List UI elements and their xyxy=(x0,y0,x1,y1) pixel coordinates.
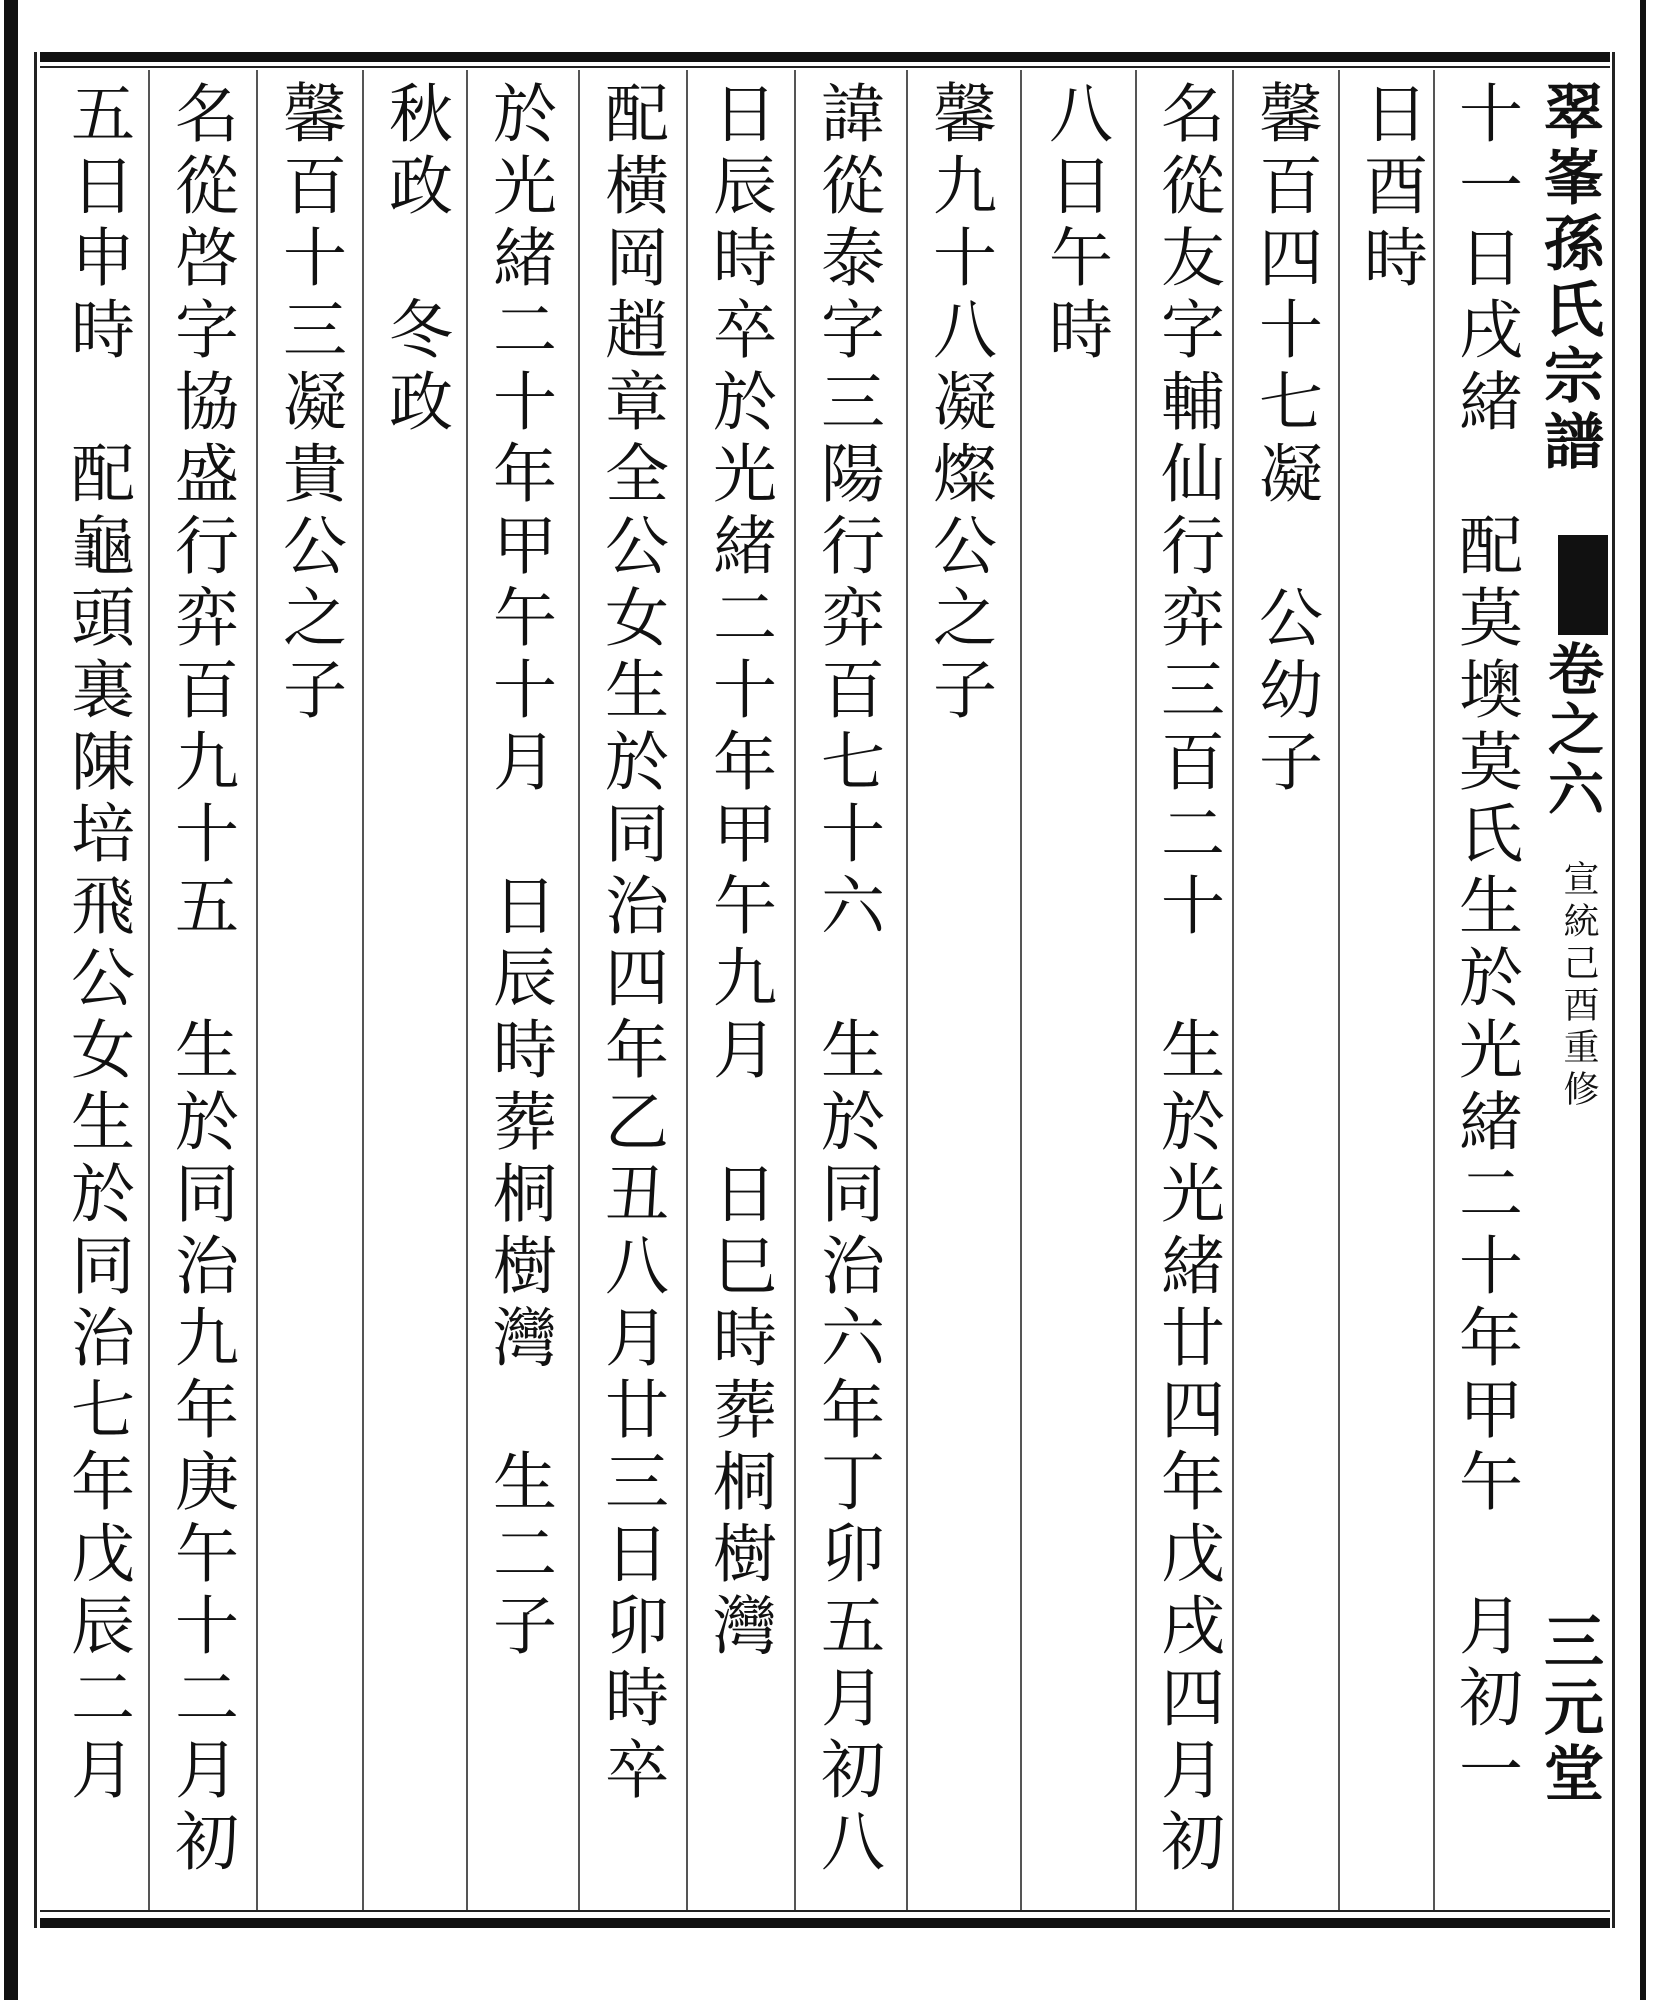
text-column: 日酉時 xyxy=(1353,80,1427,296)
text-column: 名從啓字協盛行弈百九十五 生於同治九年庚午十二月初 xyxy=(164,80,238,1880)
text-column: 八日午時 xyxy=(1038,80,1112,368)
edition-note: 宣統己酉重修 xyxy=(1558,860,1599,1112)
text-column: 馨百十三凝貴公之子 xyxy=(272,80,346,728)
text-column: 五日申時 配龜頭裏陳培飛公女生於同治七年戊辰二月 xyxy=(60,80,134,1808)
column-divider xyxy=(1135,70,1137,1910)
text-column: 十一日戌緒 配莫墺莫氏生於光緒二十年甲午 月初一 xyxy=(1448,80,1522,1808)
text-column: 馨百四十七凝 公幼子 xyxy=(1248,80,1322,800)
text-column: 配橫岡趙章全公女生於同治四年乙丑八月廿三日卯時卒 xyxy=(594,80,668,1808)
text-column: 諱從泰字三陽行弈百七十六 生於同治六年丁卯五月初八 xyxy=(810,80,884,1880)
column-divider xyxy=(1020,70,1022,1910)
column-divider xyxy=(686,70,688,1910)
column-divider xyxy=(148,70,150,1910)
volume-label: 卷之六 xyxy=(1539,640,1605,820)
text-column: 秋政 冬政 xyxy=(378,80,452,440)
text-column: 馨九十八凝燦公之子 xyxy=(922,80,996,728)
column-divider xyxy=(362,70,364,1910)
column-divider xyxy=(1338,70,1340,1910)
column-divider xyxy=(256,70,258,1910)
left-frame-line xyxy=(34,52,37,1928)
text-column: 於光緒二十年甲午十月 日辰時葬桐樹灣 生二子 xyxy=(482,80,556,1664)
right-page-edge xyxy=(1640,0,1646,2000)
column-divider xyxy=(794,70,796,1910)
hall-name: 三元堂 xyxy=(1534,1610,1604,1808)
left-page-edge xyxy=(4,0,18,2000)
book-title: 翠峯孫氏宗譜 xyxy=(1534,80,1604,476)
column-divider xyxy=(1232,70,1234,1910)
top-frame-rule xyxy=(40,52,1610,62)
text-column: 日辰時卒於光緒二十年甲午九月 日巳時葬桐樹灣 xyxy=(702,80,776,1664)
column-divider xyxy=(906,70,908,1910)
text-column: 名從友字輔仙行弈三百二十 生於光緒廿四年戊戌四月初 xyxy=(1150,80,1224,1880)
spine-margin xyxy=(1534,80,1612,1900)
column-divider xyxy=(578,70,580,1910)
fishtail-mark xyxy=(1558,535,1608,635)
column-divider xyxy=(466,70,468,1910)
top-frame-rule-thin xyxy=(40,66,1610,68)
right-frame-line xyxy=(1612,52,1615,1928)
